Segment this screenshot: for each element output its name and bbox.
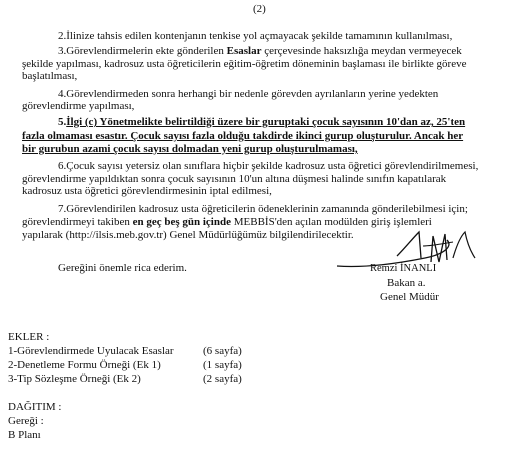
item-5-emphasis-1: İlgi (c) Yönetmelikte belirtildiği üzere bir guruptaki çocuk sayısının 10'dan az, 25'ten — [66, 116, 466, 128]
item-5-line-1 — [58, 116, 465, 129]
item-4-line-2: görevlendirme yapılması, — [22, 100, 135, 112]
item-3-line-3: başlatılması, — [22, 70, 78, 82]
signatory-title-2: Genel Müdür — [380, 291, 439, 303]
attachment-1-pages: (6 sayfa) — [203, 345, 242, 357]
item-3-line-1 — [58, 45, 462, 58]
item-4-line-1: 4.Görevlendirmeden sonra herhangi bir nedenle görevden ayrılanların yerine yedekten — [58, 88, 439, 100]
signatory-name: Remzi İNANLI — [370, 263, 437, 274]
attachments-heading: EKLER : — [8, 331, 50, 343]
distribution-item-1: Gereği : — [8, 415, 44, 427]
item-3-line-2: şekilde yapılması, kadrosuz usta öğreticilerin eğitim-öğretim döneminin başlaması ile birlikte göreve — [22, 58, 467, 70]
item-7-line-1: 7.Görevlendirilen kadrosuz usta öğreticilerin ödeneklerinin zamanında gönderilebilmesi için; — [58, 203, 468, 215]
attachment-3-label: 3-Tip Sözleşme Örneği (Ek 2) — [8, 373, 141, 385]
item-3-text-a: 3.Görevlendirmelerin ekte gönderilen — [58, 45, 227, 57]
item-5-line-2: fazla olmaması esastır. Çocuk sayısı fazla olduğu takdirde ikinci gurup oluşturulur. Ancak her — [22, 130, 464, 142]
item-7-text-c: MEBBİS'den açılan modülden giriş işlemleri — [230, 216, 432, 228]
handwritten-signature — [335, 228, 485, 283]
item-3-text-c: çerçevesinde haksızlığa meydan vermeyecek — [261, 45, 462, 57]
page-number: (2) — [253, 3, 266, 15]
item-7-deadline: en geç beş gün içinde — [132, 216, 231, 228]
item-6-line-2: görevlendirme yapıldıktan sonra çocuk sayısının 10'un altına düşmesi halinde sınıfın kapatılarak — [22, 173, 447, 185]
attachment-3-pages: (2 sayfa) — [203, 373, 242, 385]
item-5-line-3: bir gurubun azami çocuk sayısı dolmadan yeni gurup oluşturulmaması, — [22, 143, 358, 155]
distribution-item-2: B Planı — [8, 429, 41, 441]
closing-line: Gereğini önemle rica ederim. — [58, 262, 187, 274]
item-7-line-3: yapılarak (http://ilsis.meb.gov.tr) Genel Müdürlüğümüz bilgilendirilecektir. — [22, 229, 354, 241]
item-5-number: 5. — [58, 116, 67, 128]
attachment-2-label: 2-Denetleme Formu Örneği (Ek 1) — [8, 359, 161, 371]
item-7-text-a: görevlendirmeyi takiben — [22, 216, 133, 228]
item-6-line-3: kadrosuz usta öğretici görevlendirmesinin iptal edilmesi, — [22, 185, 272, 197]
item-2-line-1: 2.İlinize tahsis edilen kontenjanın tenkise yol açmayacak şekilde tamamının kullanılması, — [58, 30, 453, 42]
item-6-line-1: 6.Çocuk sayısı yetersiz olan sınıflara hiçbir şekilde kadrosuz usta öğretici görevlendirilmemesi, — [58, 160, 479, 172]
item-3-esaslar: Esaslar — [226, 45, 262, 57]
distribution-heading: DAĞITIM : — [8, 401, 62, 413]
attachment-1-label: 1-Görevlendirmede Uyulacak Esaslar — [8, 345, 174, 357]
signatory-title-1: Bakan a. — [387, 277, 426, 289]
attachment-2-pages: (1 sayfa) — [203, 359, 242, 371]
